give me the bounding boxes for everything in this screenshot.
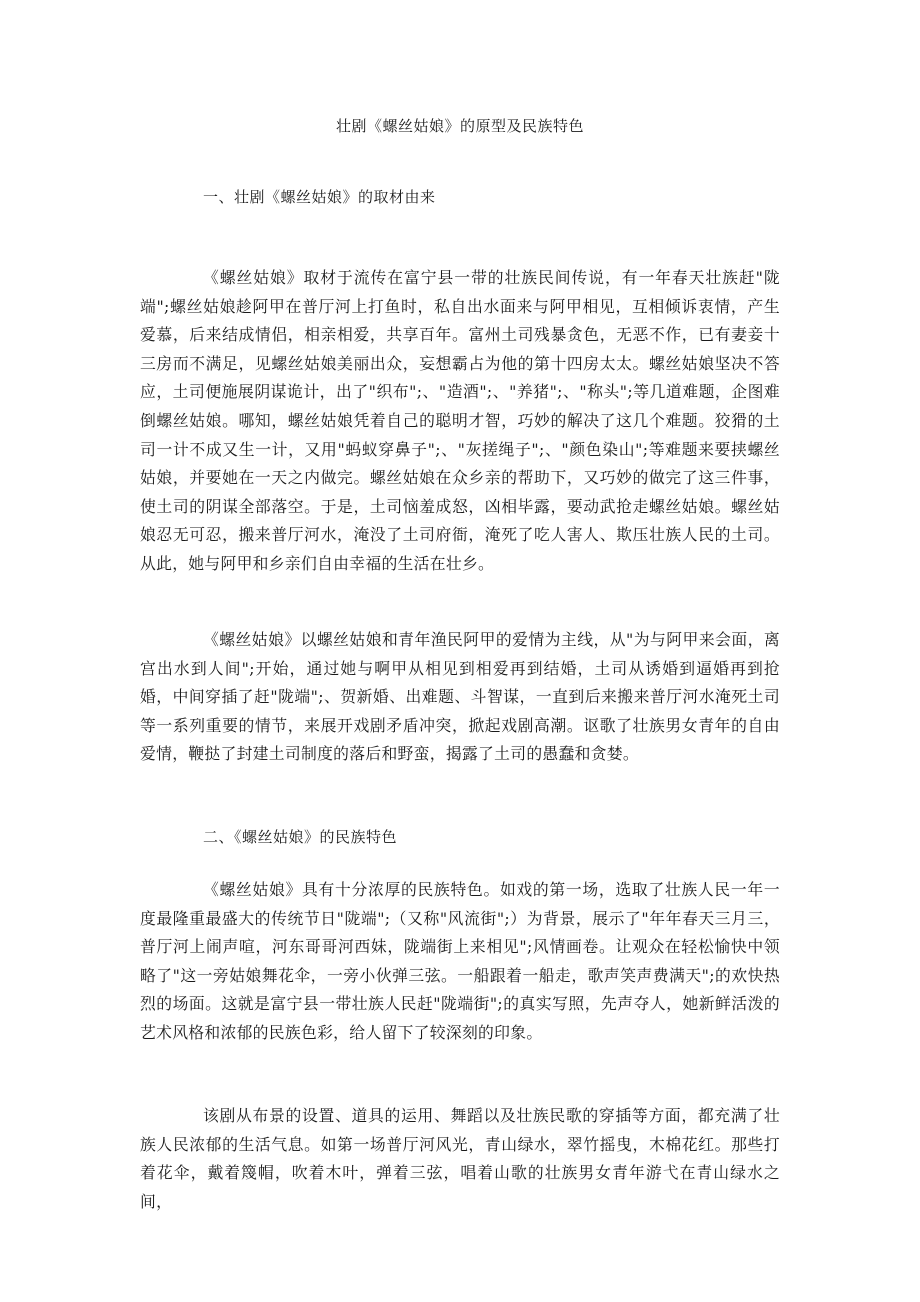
section-2-paragraph-1: 《螺丝姑娘》具有十分浓厚的民族特色。如戏的第一场，选取了壮族人民一年一度最隆重最盛大的传统节日"陇端";（又称"风流街";）为背景，展示了"年年春天三月三，普厅河上闹声喧，河东哥哥河西妹，陇端街上来相见";风情画卷。让观众在轻松愉快中领略了"这一旁姑娘舞花伞，一旁小伙弹三弦。一船跟着一船走，歌声笑声费满天";的欢快热烈的场面。这就是富宁县一带壮族人民赶"陇端街";的真实写照，先声夺人，她新鲜活泼的艺术风格和浓郁的民族色彩，给人留下了较深刻的印象。: [140, 880, 780, 1042]
section-1-heading: 一、壮剧《螺丝姑娘》的取材由来: [203, 188, 436, 206]
section-2-heading: 二、《螺丝姑娘》的民族特色: [203, 828, 398, 846]
section-2-paragraph-2: 该剧从布景的设置、道具的运用、舞蹈以及壮族民歌的穿插等方面，都充满了壮族人民浓郁的生活气息。如第一场普厅河风光，青山绿水，翠竹摇曳，木棉花红。那些打着花伞，戴着篾帽，吹着木叶，弹着三弦，唱着山歌的壮族男女青年游弋在青山绿水之间，: [140, 1106, 780, 1211]
section-1-paragraph-1: 《螺丝姑娘》取材于流传在富宁县一带的壮族民间传说，有一年春天壮族赶"陇端";螺丝姑娘趁阿甲在普厅河上打鱼时，私自出水面来与阿甲相见，互相倾诉衷情，产生爱慕，后来结成情侣，相亲相爱，共享百年。富州土司残暴贪色，无恶不作，已有妻妾十三房而不满足，见螺丝姑娘美丽出众，妄想霸占为他的第十四房太太。螺丝姑娘坚决不答应，土司便施展阴谋诡计，出了"织布";、"造酒";、"养猪";、"称头";等几道难题，企图难倒螺丝姑娘。哪知，螺丝姑娘凭着自己的聪明才智，巧妙的解决了这几个难题。狡猾的土司一计不成又生一计，又用"蚂蚁穿鼻子";、"灰搓绳子";、"颜色染山";等难题来要挟螺丝姑娘，并要她在一天之内做完。螺丝姑娘在众乡亲的帮助下，又巧妙的做完了这三件事，使土司的阴谋全部落空。于是，土司恼羞成怒，凶相毕露，要动武抢走螺丝姑娘。螺丝姑娘忍无可忍，搬来普厅河水，淹没了土司府衙，淹死了吃人害人、欺压壮族人民的土司。从此，她与阿甲和乡亲们自由幸福的生活在壮乡。: [140, 268, 780, 573]
section-1-paragraph-2: 《螺丝姑娘》以螺丝姑娘和青年渔民阿甲的爱情为主线，从"为与阿甲来会面，离宫出水到人间";开始，通过她与啊甲从相见到相爱再到结婚，土司从诱婚到逼婚再到抢婚，中间穿插了赶"陇端";、贺新婚、出难题、斗智谋，一直到后来搬来普厅河水淹死土司等一系列重要的情节，来展开戏剧矛盾冲突，掀起戏剧高潮。讴歌了壮族男女青年的自由爱情，鞭挞了封建土司制度的落后和野蛮，揭露了土司的愚蠢和贪婪。: [140, 630, 780, 764]
document-title: 壮剧《螺丝姑娘》的原型及民族特色: [335, 117, 584, 135]
